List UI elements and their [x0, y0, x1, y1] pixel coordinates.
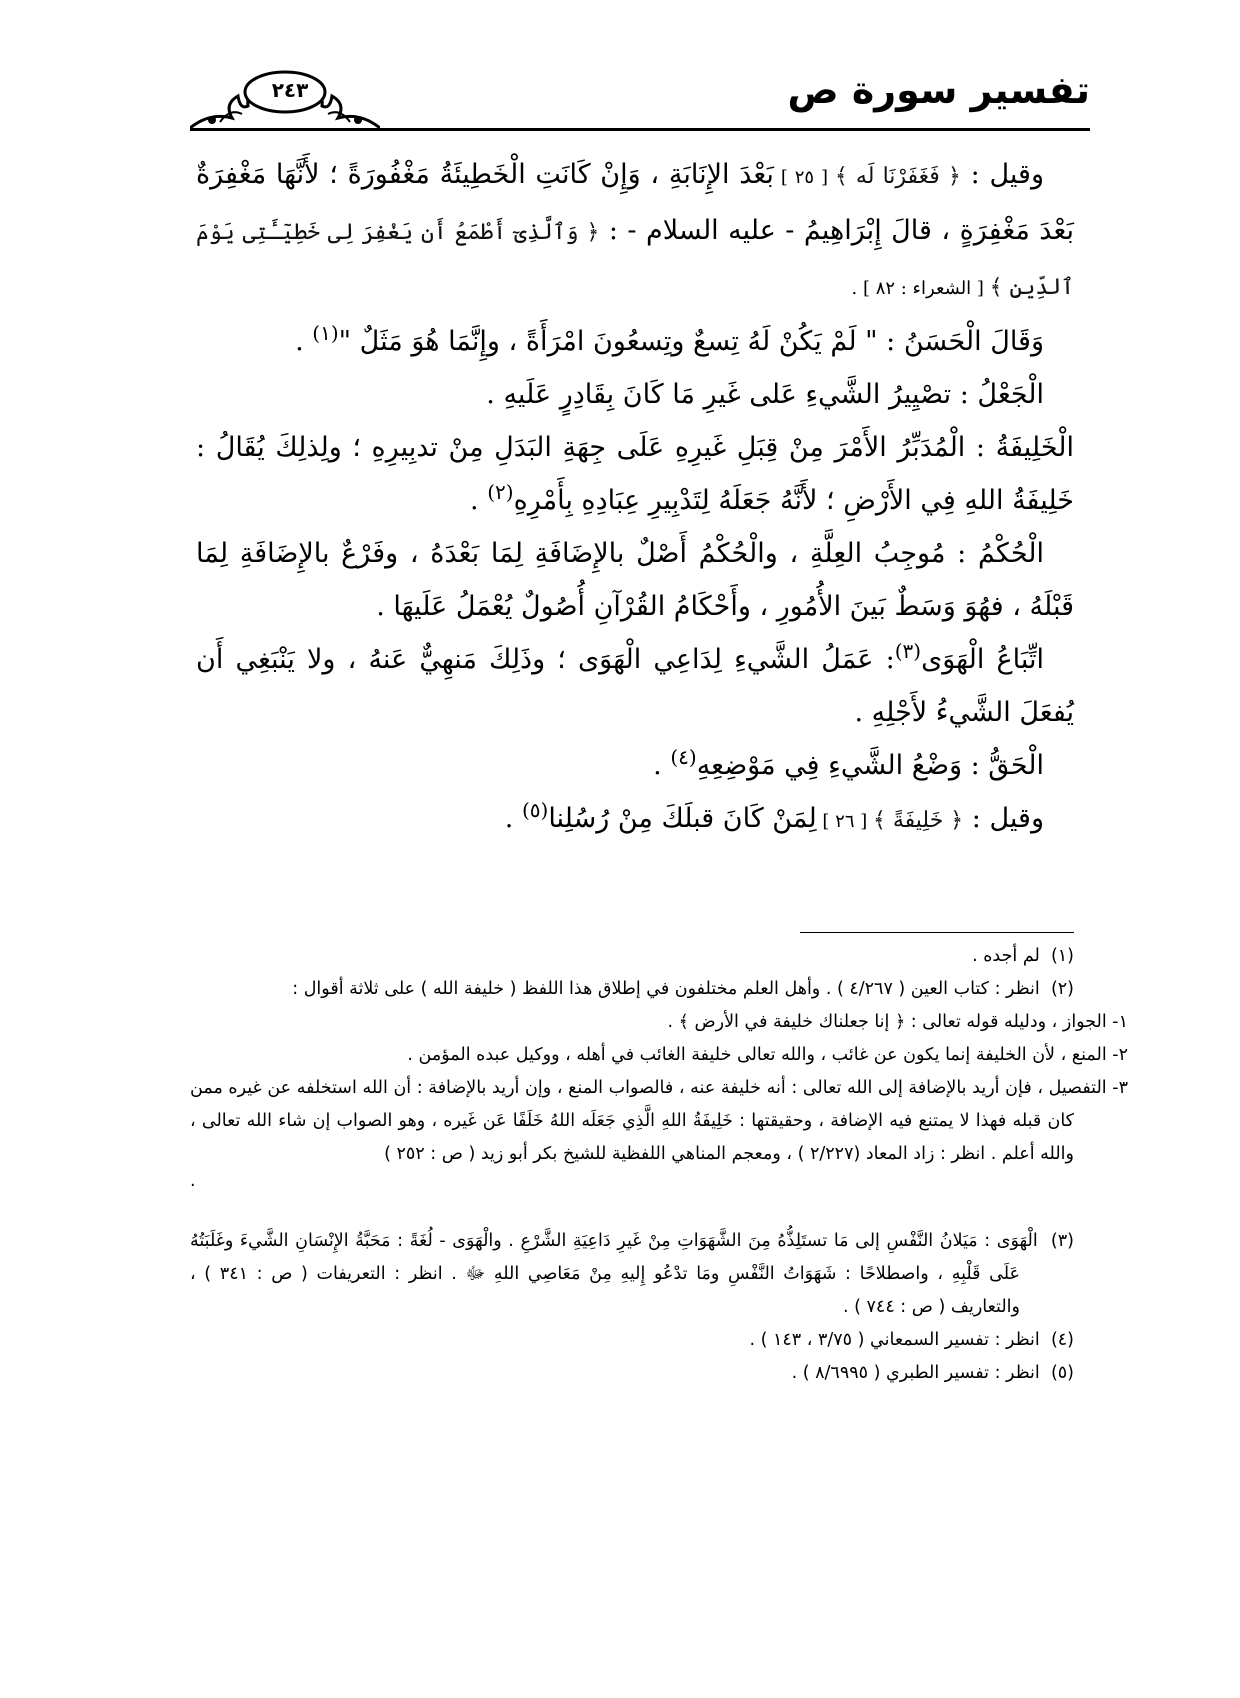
paragraph-text: وَقَالَ الْحَسَنُ : " لَمْ يَكُنْ لَهُ تِسعٌ وتِسعُونَ امْرَأَةً ، وإِنَّمَا هُوَ مَثَلٌ "	[338, 326, 1044, 357]
verse-ref: [ ٢٦ ]	[816, 811, 873, 832]
page-title: تفسير سورة ص	[787, 68, 1090, 112]
footnote-ref[interactable]: (٣)	[894, 639, 922, 663]
paragraph-end: .	[653, 750, 671, 781]
main-text	[196, 148, 1074, 848]
page-number: ٢٤٣	[271, 78, 309, 102]
footnote-3	[190, 1225, 1074, 1324]
footnote-ref[interactable]: (٥)	[521, 798, 549, 822]
paragraph-text: : عَمَلُ الشَّيءِ لِدَاعِي الْهَوَى ؛ وذَلِكَ مَنهِيٌّ عَنهُ ، ولا يَنْبَغِي أَن يُفعَلَ الشَّيءُ لأَجْلِهِ .	[196, 644, 1074, 728]
paragraph-text: بَعْدَ الإِنَابَةِ ، وَإِنْ كَانَتِ الْخَطِيئَةُ مَغْفُورَةً ؛ لأَنَّهَا مَغْفِرَةٌ بَعْدَ مَغْفِرَةٍ ، قالَ إِبْرَاهِيمُ - عليه السلام - :	[196, 159, 1075, 246]
verse-ref: [ ٢٥ ]	[773, 167, 835, 188]
paragraph-text: الْحُكْمُ : مُوجِبُ العِلَّةِ ، والْحُكْمُ أَصْلٌ بالإِضَافَةِ لِمَا بَعْدَهُ ، وفَرْعٌ بالإِضَافَةِ لِمَا قَبْلَهُ ، فهُوَ وَسَطٌ بَينَ الأُمُورِ ، وأَحْكَامُ القُرْآنِ أُصُولٌ يُعْمَلُ عَلَيهَا .	[196, 538, 1074, 622]
footnote-2-trailing-dot	[190, 1171, 1074, 1191]
footnote-ref[interactable]: (١)	[312, 321, 339, 345]
paragraph-1	[196, 148, 1074, 315]
footnote-text: انظر : كتاب العين ( ٤/٢٦٧ ) . وأهل العلم مختلفون في إطلاق هذا اللفظ ( خليفة الله ) على ثلاثة أقوال :	[292, 979, 1040, 999]
footnote-text: لم أجده .	[972, 946, 1040, 966]
footnote-4	[190, 1324, 1074, 1357]
footnote-number: (١)	[1050, 946, 1074, 966]
paragraph-text: الْحَقُّ : وَضْعُ الشَّيءِ فِي مَوْضِعِهِ	[696, 750, 1044, 781]
footnote-2-item-3	[190, 1072, 1128, 1171]
paragraph-5	[196, 527, 1074, 633]
paragraph-6	[196, 633, 1074, 739]
paragraph-3	[196, 368, 1074, 421]
footnote-text: انظر : تفسير السمعاني ( ٣/٧٥ ، ١٤٣ ) .	[749, 1330, 1040, 1350]
footnote-item-text: ٣- التفصيل ، فإن أريد بالإضافة إلى الله تعالى : أنه خليفة عنه ، فالصواب المنع ، وإن أريد بالإضافة : أن الله استخلفه عن غيره ممن كان قبله فهذا لا يمتنع فيه الإضافة ، وحقيقتها : خَلِيفَةُ اللهِ الَّذِي جَعَلَه اللهُ خَلَفًا عَن غَيره ، وهو الصواب إن شاء الله تعالى ، والله أعلم . انظر : زاد المعاد (٢/٢٢٧ ) ، ومعجم المناهي اللفظية للشيخ بكر أبو زيد ( ص : ٢٥٢ )	[190, 1078, 1128, 1164]
footnote-divider	[800, 932, 1074, 933]
footnote-1	[190, 940, 1074, 973]
footnote-ref[interactable]: (٤)	[670, 745, 697, 769]
footnotes	[190, 940, 1128, 1390]
footnote-2	[190, 973, 1074, 1006]
paragraph-7	[196, 739, 1074, 792]
quran-quote: ﴿ خَلِيفَةً ﴾	[872, 808, 964, 833]
paragraph-lead: وقيل :	[960, 159, 1045, 190]
footnote-number: (٥)	[1050, 1363, 1074, 1383]
footnote-2-item-2	[190, 1039, 1128, 1072]
quran-quote: ﴿ فَغَفَرْنَا لَه ﴾	[834, 164, 961, 189]
footnote-number: (٢)	[1050, 979, 1074, 999]
quran-quote: ﴿ وَٱلَّذِىٓ أَطْمَعُ أَن يَغْفِرَ لِى خَطِيٓـَٔتِى يَوْمَ ٱلدِّينِ ﴾	[196, 220, 1074, 300]
paragraph-text: الْخَلِيفَةُ : الْمُدَبِّرُ الأَمْرَ مِنْ قِبَلِ غَيرِهِ عَلَى جِهَةِ البَدَلِ مِنْ تدبِيرِهِ ؛ ولِذلِكَ يُقَالُ : خَلِيفَةُ اللهِ فِي الأَرْضِ ؛ لأَنَّهُ جَعَلَهُ لِتَدْبِيرِ عِبَادِهِ بِأَمْرِهِ	[196, 432, 1074, 516]
page-header	[190, 60, 1090, 130]
trailing-dot: .	[190, 1171, 196, 1191]
paragraph-lead: وقيل :	[963, 803, 1044, 834]
paragraph-end: .	[470, 485, 488, 516]
footnote-ref[interactable]: (٢)	[487, 480, 514, 504]
footnote-5	[190, 1357, 1074, 1390]
paragraph-end: .	[504, 803, 522, 834]
footnote-2-item-1	[190, 1006, 1128, 1039]
paragraph-text: لِمَنْ كَانَ قبلَكَ مِنْ رُسُلِنا	[548, 803, 817, 834]
paragraph-2	[196, 315, 1074, 368]
paragraph-4	[196, 421, 1074, 527]
footnote-item-text: ٢- المنع ، لأن الخليفة إنما يكون عن غائب ، والله تعالى خليفة الغائب في أهله ، ووكيل عبده المؤمن .	[407, 1045, 1128, 1065]
verse-ref: [ الشعراء : ٨٢ ] .	[851, 278, 990, 299]
footnote-number: (٣)	[1050, 1231, 1074, 1251]
footnote-text: الْهَوَى : مَيَلانُ النَّفْسِ إلى مَا تستَلِذُّهُ مِنَ الشَّهَوَاتِ مِنْ غَيرِ دَاعِيَةِ الشَّرْعِ . والْهَوَى - لُغَةً : مَحَبَّةُ الإِنْسَانِ الشَّيءَ وغَلَبَتُهُ عَلَى قَلْبِهِ ، واصطلاحًا : شَهَوَاتُ النَّفْسِ ومَا تدْعُو إِليهِ مِنْ مَعَاصِي اللهِ ﷻ . انظر : التعريفات ( ص : ٣٤١ ) ، والتعاريف ( ص : ٧٤٤ ) .	[190, 1231, 1038, 1317]
footnote-spacer	[190, 1191, 1074, 1225]
paragraph-8	[196, 792, 1074, 848]
header-divider	[190, 128, 1090, 131]
footnote-text: انظر : تفسير الطبري ( ٨/٦٩٩٥ ) .	[791, 1363, 1040, 1383]
footnote-item-text: ١- الجواز ، ودليله قوله تعالى : ﴿ إنا جعلناك خليفة في الأرض ﴾ .	[667, 1012, 1128, 1032]
paragraph-text: الْجَعْلُ : تصْيِيرُ الشَّيءِ عَلى غَيرِ مَا كَانَ بِقَادِرٍ عَلَيهِ .	[486, 379, 1044, 410]
paragraph-lead: اتِّبَاعُ الْهَوَى	[921, 644, 1044, 675]
footnote-number: (٤)	[1050, 1330, 1074, 1350]
paragraph-end: .	[295, 326, 313, 357]
